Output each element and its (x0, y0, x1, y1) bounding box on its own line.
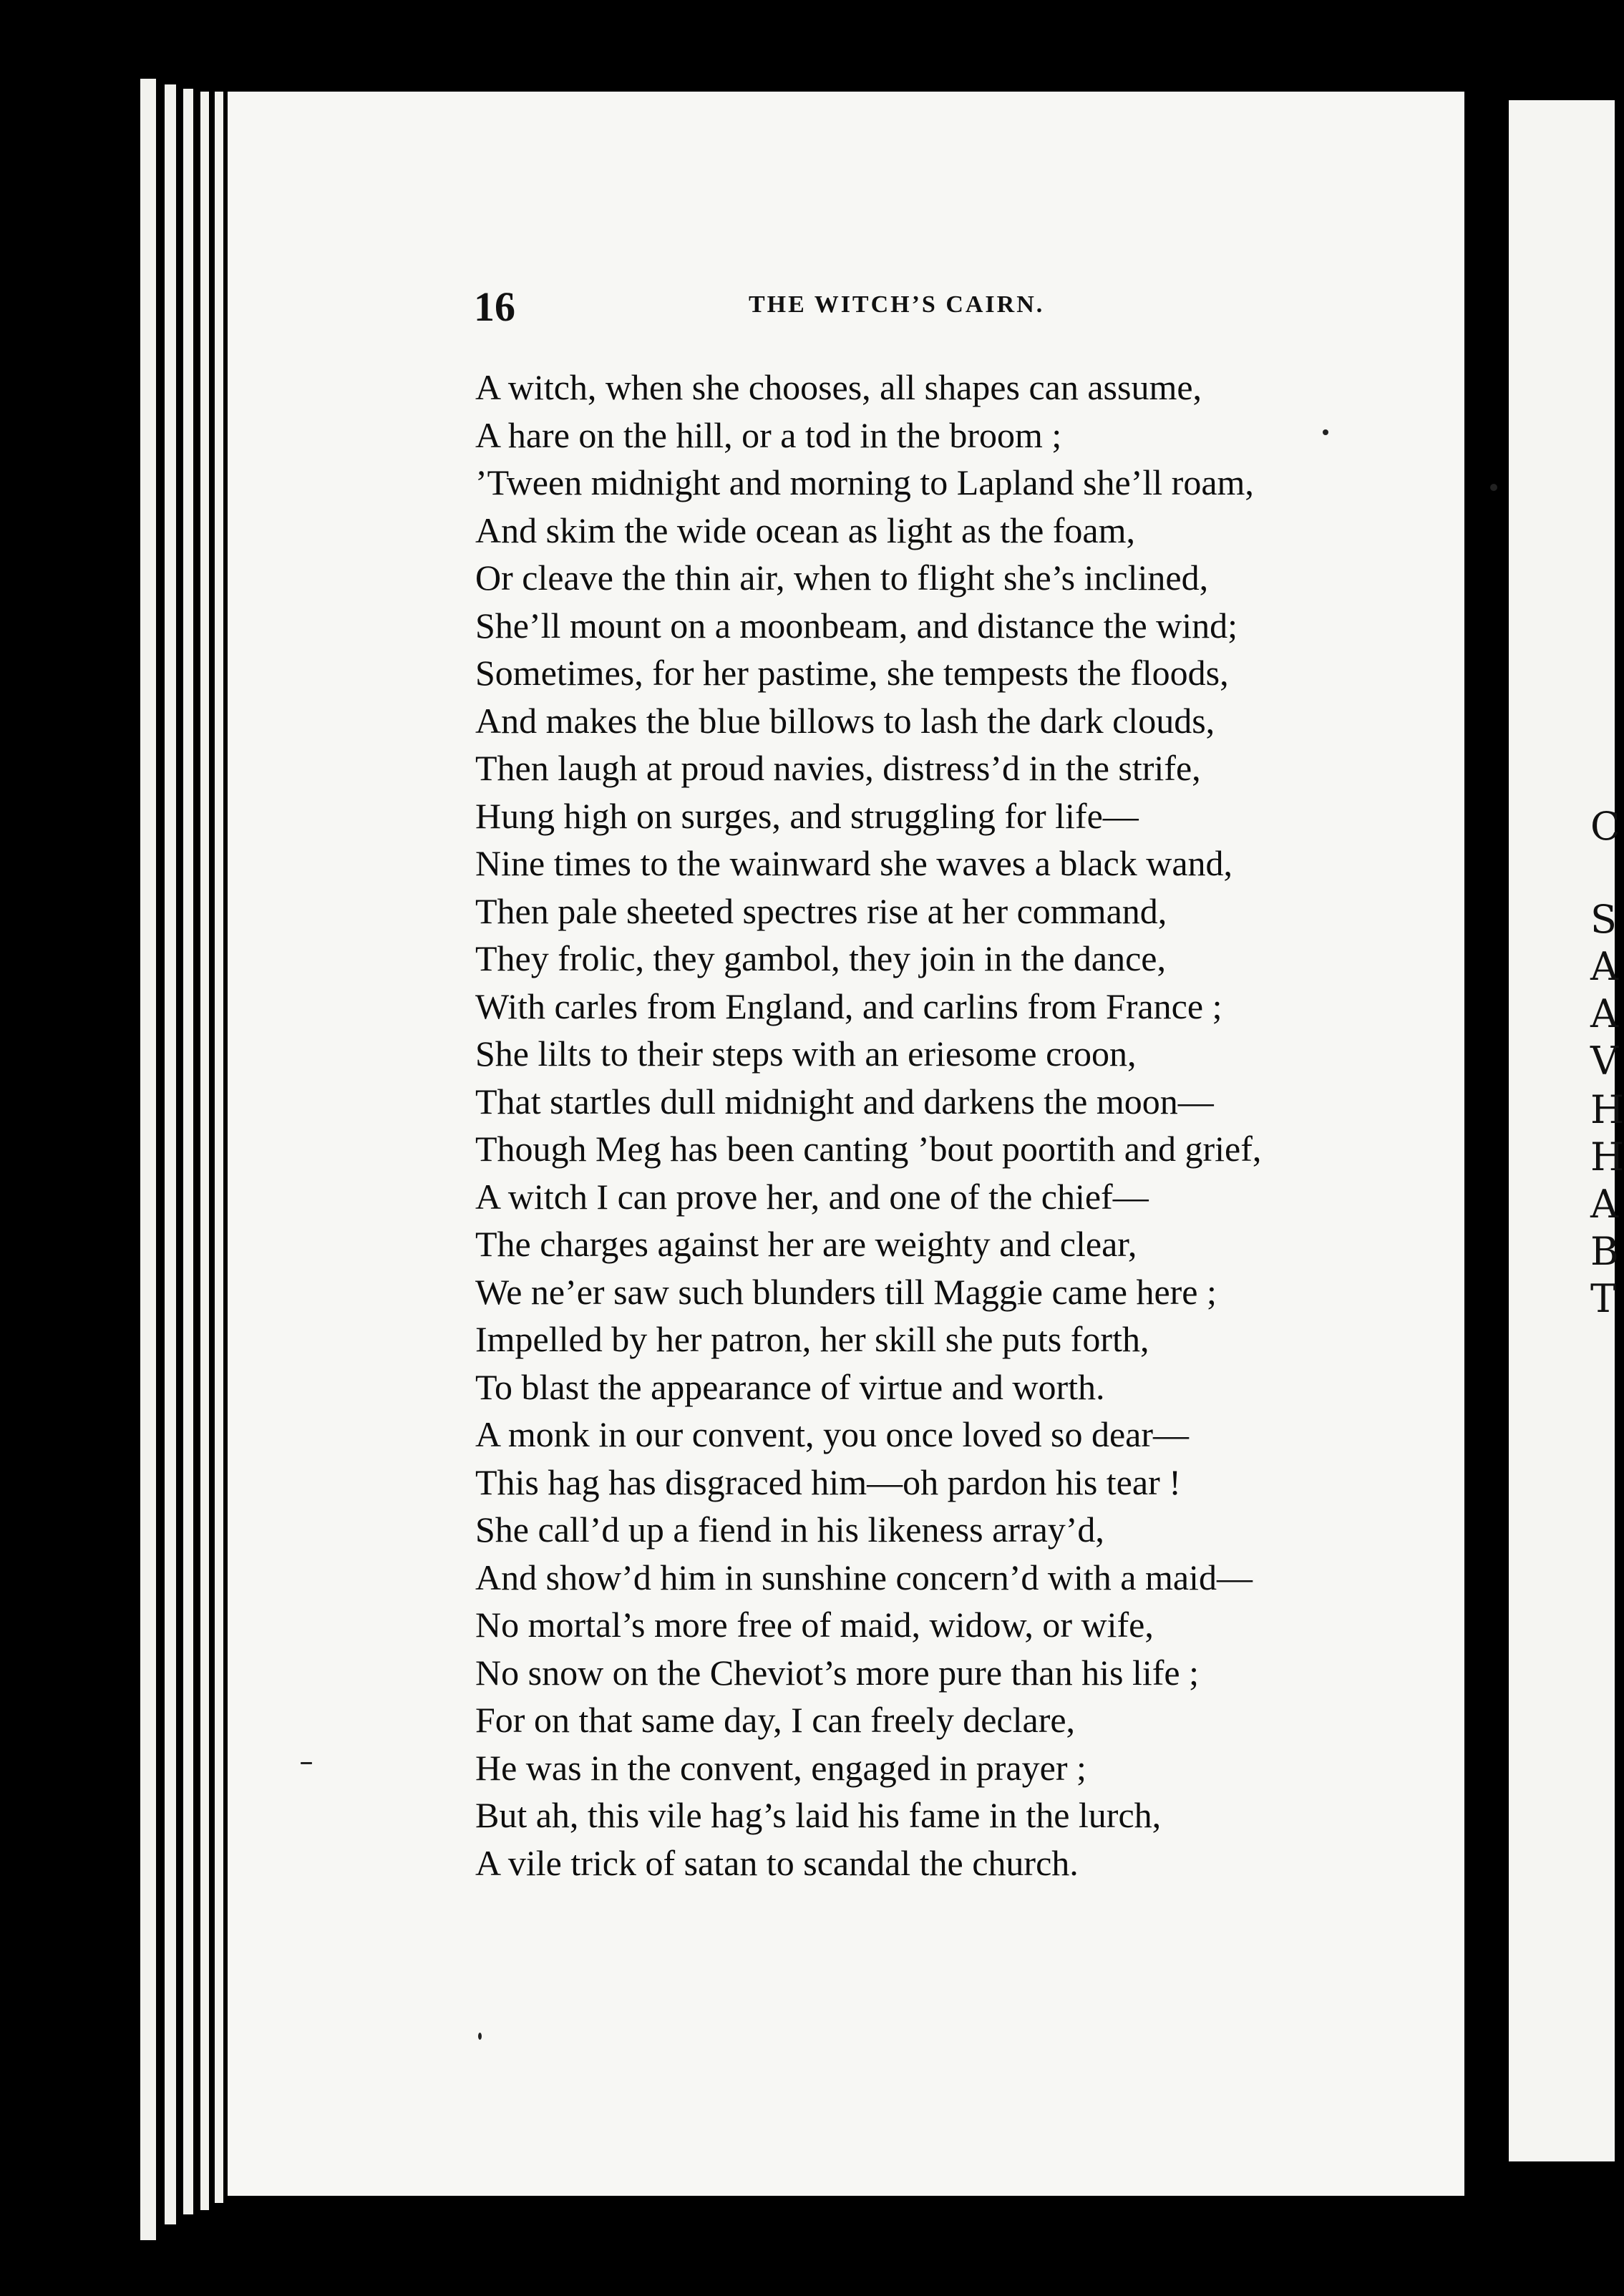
page-edge (215, 92, 223, 2203)
poem-line: Or cleave the thin air, when to flight she’s inclined, (475, 558, 1209, 598)
poem-line: The charges against her are weighty and clear, (475, 1224, 1137, 1264)
page-number: 16 (474, 283, 515, 330)
scan-speck (478, 2033, 482, 2040)
poem-line: Impelled by her patron, her skill she puts forth, (475, 1319, 1149, 1359)
poem-line: A witch, when she chooses, all shapes can assume, (475, 367, 1202, 407)
page-header (474, 283, 1333, 340)
poem-line: For on that same day, I can freely declare, (475, 1700, 1076, 1740)
poem-line: Then pale sheeted spectres rise at her command, (475, 890, 1167, 931)
poem-line: To blast the appearance of virtue and worth. (475, 1366, 1105, 1407)
poem-line: A monk in our convent, you once loved so dear— (475, 1414, 1190, 1454)
poem-line: With carles from England, and carlins from France ; (475, 986, 1222, 1026)
poem-line: Though Meg has been canting ’bout poortith and grief, (475, 1129, 1262, 1169)
facing-page-letter: H (1590, 1134, 1624, 1179)
facing-page-letter: A (1590, 1182, 1618, 1227)
facing-page-letter: V (1590, 1038, 1618, 1084)
poem-line: She’ll mount on a moonbeam, and distance the wind; (475, 605, 1238, 646)
poem-line: He was in the convent, engaged in prayer ; (475, 1747, 1086, 1788)
poem-line: We ne’er saw such blunders till Maggie came here ; (475, 1271, 1217, 1312)
poem-line: But ah, this vile hag’s laid his fame in the lurch, (475, 1795, 1162, 1835)
scan-speck (1490, 484, 1497, 491)
poem-line: ’Tween midnight and morning to Lapland she’ll roam, (475, 462, 1254, 502)
poem-line: Nine times to the wainward she waves a black wand, (475, 843, 1233, 883)
scan-speck (1323, 429, 1328, 435)
poem-line: Sometimes, for her pastime, she tempests the floods, (475, 653, 1229, 693)
poem-line: She lilts to their steps with an eriesome croon, (475, 1033, 1137, 1074)
poem-line: No snow on the Cheviot’s more pure than his life ; (475, 1652, 1199, 1693)
poem-text (475, 364, 1377, 1887)
facing-page-letter: T (1590, 1276, 1617, 1321)
poem-line: This hag has disgraced him—oh pardon his tear ! (475, 1461, 1181, 1502)
page-edge (140, 79, 156, 2240)
running-title: THE WITCH’S CAIRN. (749, 291, 1045, 318)
facing-page-letter: B (1590, 1229, 1619, 1274)
poem-line: She call’d up a fiend in his likeness array’d, (475, 1509, 1104, 1550)
facing-page-letter: H (1590, 1087, 1624, 1132)
poem-line: They frolic, they gambol, they join in the dance, (475, 938, 1166, 978)
poem-line: And skim the wide ocean as light as the foam, (475, 510, 1135, 550)
poem-line: And show’d him in sunshine concern’d with a maid— (475, 1557, 1253, 1597)
poem-line: No mortal’s more free of maid, widow, or wife, (475, 1605, 1154, 1645)
facing-page-letter: A (1590, 991, 1618, 1036)
page-edge (200, 92, 209, 2210)
facing-page-letter: S (1590, 897, 1617, 942)
facing-page-letter: C (1590, 804, 1620, 849)
poem-line: A hare on the hill, or a tod in the broom ; (475, 414, 1062, 455)
scan-speck (301, 1762, 312, 1764)
poem-line: A vile trick of satan to scandal the church. (475, 1842, 1079, 1883)
poem-line: And makes the blue billows to lash the dark clouds, (475, 700, 1215, 741)
page-edge (165, 84, 176, 2224)
page-edge (183, 89, 193, 2214)
poem-line: That startles dull midnight and darkens the moon— (475, 1081, 1214, 1122)
poem-line: Hung high on surges, and struggling for life— (475, 795, 1139, 836)
facing-page-letter: A (1590, 944, 1618, 989)
poem-line: A witch I can prove her, and one of the chief— (475, 1176, 1149, 1217)
poem-line: Then laugh at proud navies, distress’d in the strife, (475, 748, 1201, 788)
